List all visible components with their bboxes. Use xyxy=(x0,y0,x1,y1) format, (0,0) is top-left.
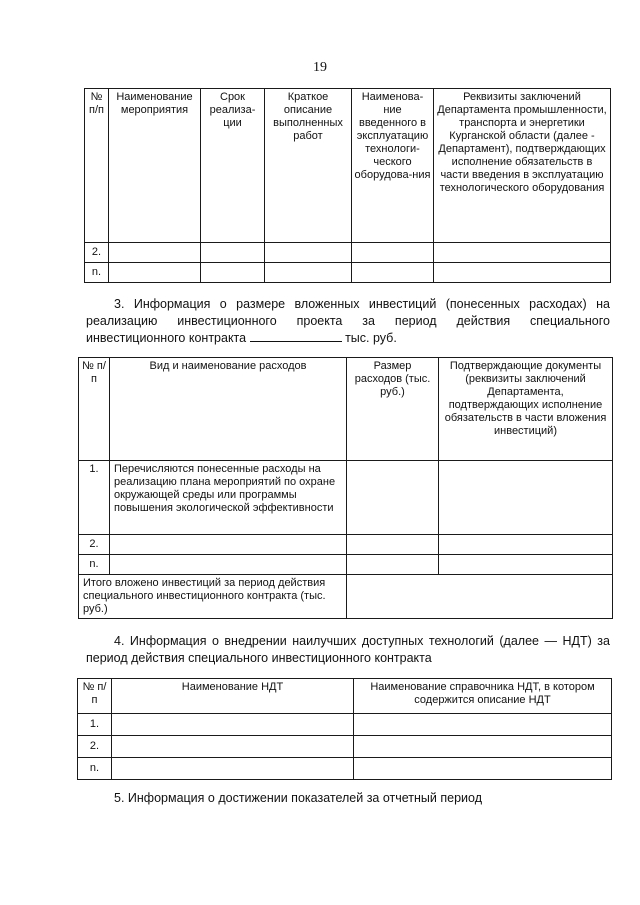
cell xyxy=(347,535,439,555)
header-expense-type: Вид и наименование расходов xyxy=(110,358,347,461)
row-number: 2. xyxy=(85,243,109,263)
row-number: 2. xyxy=(79,535,110,555)
events-table xyxy=(84,88,611,283)
cell xyxy=(354,758,612,780)
header-number: № п/п xyxy=(79,358,110,461)
row-number: n. xyxy=(85,263,109,283)
cell xyxy=(352,243,434,263)
cell xyxy=(434,243,611,263)
table-row xyxy=(79,555,613,575)
cell xyxy=(110,555,347,575)
table-header-row xyxy=(78,679,612,714)
total-row xyxy=(79,575,613,619)
cell xyxy=(109,263,201,283)
header-ndt-name: Наименование НДТ xyxy=(112,679,354,714)
ndt-table xyxy=(77,678,612,780)
row-number: n. xyxy=(79,555,110,575)
cell xyxy=(439,461,613,535)
cell xyxy=(439,535,613,555)
cell xyxy=(347,555,439,575)
cell xyxy=(352,263,434,283)
cell xyxy=(112,736,354,758)
section-5-text: 5. Информация о достижении показателей за отчетный период xyxy=(114,791,482,805)
section-3-text: 3. Информация о размере вложенных инвестиций (понесенных расходах) на реализацию инвестиционного проекта за период действия специального инвестиционного контракта тыс. руб. xyxy=(86,297,610,345)
cell xyxy=(347,461,439,535)
row-number: 1. xyxy=(78,714,112,736)
table-row xyxy=(85,263,611,283)
cell xyxy=(112,714,354,736)
page-number: 19 xyxy=(313,60,327,75)
total-value xyxy=(347,575,613,619)
cell xyxy=(354,736,612,758)
table-row xyxy=(78,758,612,780)
header-documents: Подтверждающие документы (реквизиты заключений Департамента, подтверждающих исполнение обязательств в части вложения инвестиций) xyxy=(439,358,613,461)
section-4-text: 4. Информация о внедрении наилучших доступных технологий (далее — НДТ) за период действия специального инвестиционного контракта xyxy=(86,634,610,665)
header-requisites: Реквизиты заключений Департамента промышленности, транспорта и энергетики Курганской области (далее - Департамент), подтверждающих исполнение обязательств в части введения в эксплуатацию технологического оборудования xyxy=(434,89,611,243)
table-row xyxy=(78,736,612,758)
header-number: № п/п xyxy=(85,89,109,243)
cell xyxy=(434,263,611,283)
header-number: № п/п xyxy=(78,679,112,714)
cell xyxy=(110,535,347,555)
cell xyxy=(354,714,612,736)
table-header-row xyxy=(85,89,611,243)
cell xyxy=(201,263,265,283)
header-event-name: Наименование мероприятия xyxy=(109,89,201,243)
header-equipment: Наименова-ние введенного в эксплуатацию технологи-ческого оборудова-ния xyxy=(352,89,434,243)
row-number: 1. xyxy=(79,461,110,535)
header-description: Краткое описание выполненных работ xyxy=(265,89,352,243)
header-expense-size: Размер расходов (тыс. руб.) xyxy=(347,358,439,461)
expense-description: Перечисляются понесенные расходы на реализацию плана мероприятий по охране окружающей среды или программы повышения экологической эффективности xyxy=(110,461,347,535)
cell xyxy=(265,263,352,283)
cell xyxy=(201,243,265,263)
table-row xyxy=(78,714,612,736)
header-ndt-reference: Наименование справочника НДТ, в котором содержится описание НДТ xyxy=(354,679,612,714)
total-label: Итого вложено инвестиций за период действия специального инвестиционного контракта (тыс. руб.) xyxy=(79,575,347,619)
header-term: Срок реализа-ции xyxy=(201,89,265,243)
table-row xyxy=(79,461,613,535)
table-header-row xyxy=(79,358,613,461)
cell xyxy=(112,758,354,780)
investments-table xyxy=(78,357,613,619)
cell xyxy=(265,243,352,263)
cell xyxy=(109,243,201,263)
row-number: 2. xyxy=(78,736,112,758)
row-number: n. xyxy=(78,758,112,780)
table-row xyxy=(79,535,613,555)
table-row xyxy=(85,243,611,263)
amount-blank xyxy=(250,330,342,342)
cell xyxy=(439,555,613,575)
